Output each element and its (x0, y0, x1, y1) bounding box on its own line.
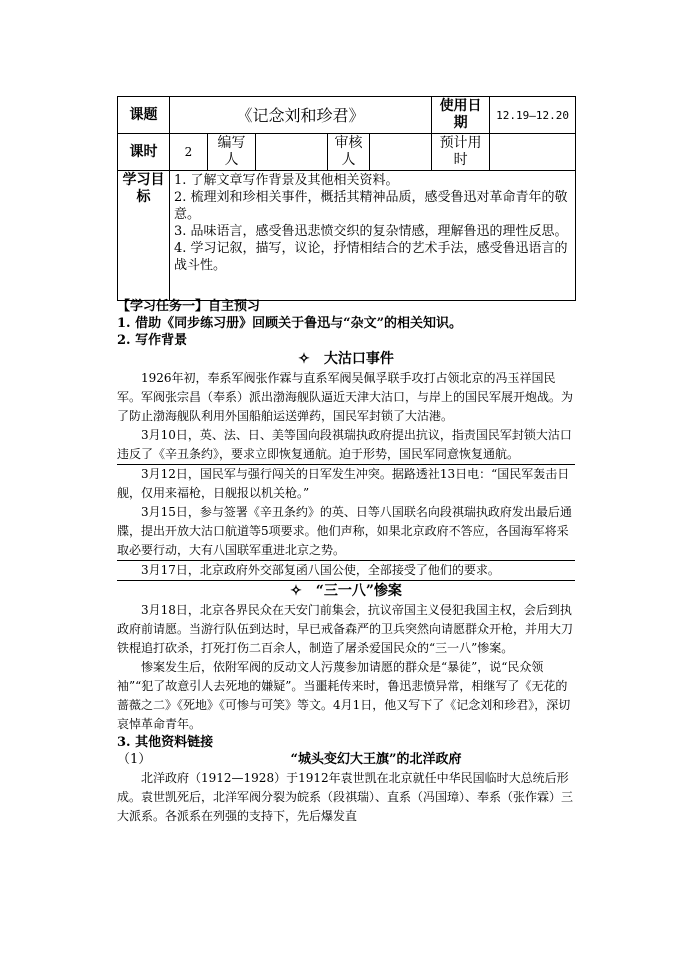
task1-heading: 【学习任务一】自主预习 (117, 299, 261, 314)
sub1-para: 北洋政府（1912—1928）于1912年袁世凯在北京就任中华民国临时大总统后形成。袁世凯死后，北洋军阀分裂为皖系（段祺瑞）、直系（冯国璋）、奉系（张作霖）三大派系。各派系在列强的支持下，先后爆发直 (117, 771, 574, 823)
use-date-label: 使用日期 (432, 97, 490, 134)
plan-time-value (490, 134, 576, 171)
task1-item1: 1. 借助《同步练习册》回顾关于鲁迅与“杂文”的相关知识。 (117, 316, 463, 331)
sub1-number: （1） (117, 752, 152, 767)
task1-item3: 3. 其他资料链接 (117, 735, 214, 750)
objective-item: 4. 学习记叙，描写，议论，抒情相结合的艺术手法，感受鲁迅语言的战斗性。 (174, 241, 568, 273)
event1-para: 3月12日，国民军与强行闯关的日军发生冲突。据路透社13日电：“国民军轰击日舰，仅用来福枪，日舰报以机关枪。” (117, 467, 570, 500)
use-date-value: 12.19—12.20 (490, 97, 576, 134)
sub1-heading (117, 751, 575, 769)
reviewer-value (370, 134, 432, 171)
event2-para: 惨案发生后，依附军阀的反动文人污蔑参加请愿的群众是“暴徒”，说“民众领袖”“犯了故意引人去死地的嫌疑”。当噩耗传来时，鲁迅悲愤异常，相继写了《无花的蔷薇之二》《死地》《可惨与可笑》等文。4月1日，他又写下了《记念刘和珍君》，深切哀悼革命青年。 (117, 660, 571, 731)
objective-item: 2. 梳理刘和珍相关事件，概括其精神品质，感受鲁迅对革命青年的敬意。 (174, 190, 568, 222)
objective-item: 3. 品味语言，感受鲁迅悲愤交织的复杂情感，理解鲁迅的理性反思。 (174, 224, 568, 239)
lesson-title: 《记念刘和珍君》 (170, 97, 432, 134)
objective-item: 1. 了解文章写作背景及其他相关资料。 (174, 173, 399, 188)
hours-value: 2 (170, 134, 208, 171)
plan-time-label: 预计用时 (432, 134, 490, 171)
task1-item2: 2. 写作背景 (117, 333, 188, 348)
writer-value (256, 134, 328, 171)
hours-label: 课时 (118, 134, 170, 171)
event1-para: 3月15日，参与签署《辛丑条约》的英、日等八国联名向段祺瑞执政府发出最后通牒，提出开放大沽口航道等5项要求。他们声称，如果北京政府不答应，各国海军将采取必要行动，大有八国联军重进北京之势。 (117, 503, 575, 561)
event1-para: 3月17日，北京政府外交部复函八国公使，全部接受了他们的要求。 (117, 561, 575, 581)
objectives-list (170, 171, 576, 301)
event1-para: 3月10日，英、法、日、美等国向段祺瑞执政府提出抗议，指责国民军封锁大沽口违反了《辛丑条约》，要求立即恢复通航。迫于形势，国民军同意恢复通航。 (117, 426, 575, 465)
objectives-label: 学习目标 (118, 171, 170, 301)
event2-title: ✧ “三一八”惨案 (290, 583, 402, 599)
subject-label: 课题 (118, 97, 170, 134)
event2-para: 3月18日，北京各界民众在天安门前集会，抗议帝国主义侵犯我国主权，会后到执政府前请愿。当游行队伍到达时，早已戒备森严的卫兵突然向请愿群众开枪，并用大刀铁棍追打砍杀，打死打伤二百余人，制造了屠杀爱国民众的“三一八”惨案。 (117, 603, 574, 655)
header-table (117, 96, 576, 301)
reviewer-label: 审核人 (328, 134, 370, 171)
task1-section (117, 298, 575, 826)
event1-title: ✧ 大沽口事件 (298, 351, 394, 367)
event1-para: 1926年初，奉系军阀张作霖与直系军阀吴佩孚联手攻打占领北京的冯玉祥国民军。军阀张宗昌（奉系）派出渤海舰队逼近天津大沽口，与岸上的国民军展开炮战。为了防止渤海舰队利用外国船舶运送弹药，国民军封锁了大沽港。 (117, 371, 574, 423)
writer-label: 编写人 (208, 134, 256, 171)
sub1-title: “城头变幻大王旗”的北洋政府 (290, 752, 462, 767)
